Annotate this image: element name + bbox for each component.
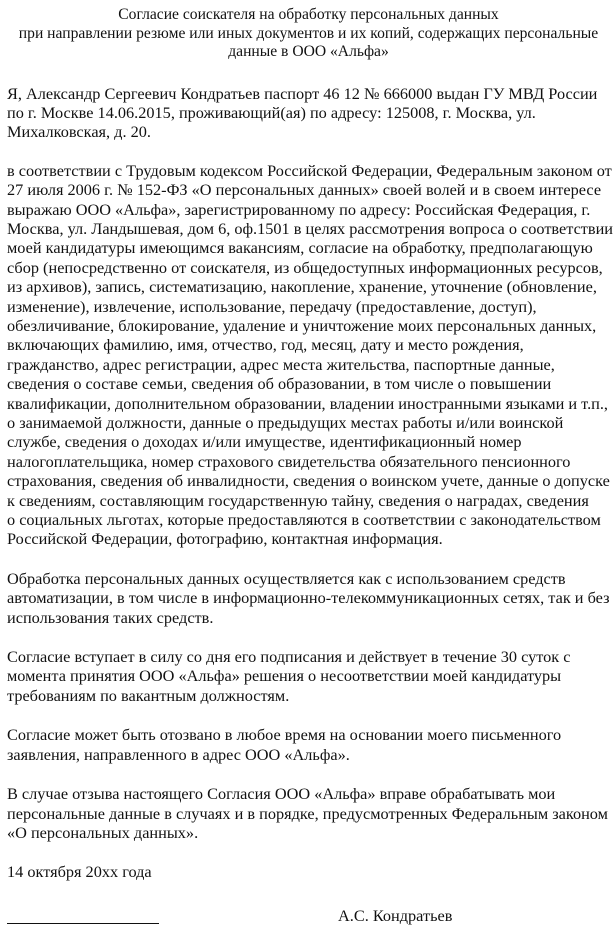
text-line: службе, сведения о доходах и/или имуществе, идентификационный номер <box>7 432 522 452</box>
title-line: при направлении резюме или иных документов и их копий, содержащих персональные <box>18 24 599 42</box>
text-line: Согласие вступает в силу со дня его подписания и действует в течение 30 суток с <box>7 647 571 667</box>
signature-row <box>7 906 610 928</box>
text-line: о занимаемой должности, данные о предыдущих местах работы и/или воинской <box>7 413 564 432</box>
text-line: выражаю ООО «Альфа», зарегистрированному по адресу: Российская Федерация, г. <box>7 199 591 219</box>
text-line: обезличивание, блокирование, удаление и уничтожение моих персональных данных, <box>7 315 597 335</box>
text-line: к сведениям, составляющим государственную тайну, сведения о наградах, сведения <box>7 490 589 510</box>
text-line: персональные данные в случаях и в порядке, предусмотренных Федеральным законом <box>7 803 608 823</box>
paragraph-after-revocation <box>7 784 610 842</box>
text-line: заявления, направленного в адрес ООО «Альфа». <box>7 744 350 764</box>
text-line: гражданство, адрес регистрации, адрес места жительства, паспортные данные, <box>7 354 555 374</box>
text-line: налогоплательщика, номер страхового свидетельства обязательного пенсионного <box>7 451 571 471</box>
text-line: из архивов), запись, систематизацию, накопление, хранение, уточнение (обновление, <box>7 277 597 297</box>
text-line: использования таких средств. <box>7 607 214 627</box>
document-title <box>7 6 610 62</box>
signatory-name: А.С. Кондратьев <box>338 905 453 925</box>
document-date: 14 октября 20хх года <box>7 862 152 882</box>
text-line: включающих фамилию, имя, отчество, год, месяц, дату и место рождения, <box>7 335 524 355</box>
text-line: о социальных льготах, которые предоставляются в соответствии с законодательством <box>7 510 601 530</box>
text-line: Обработка персональных данных осуществляется как с использованием средств <box>7 568 566 588</box>
text-line: страхования, сведения об инвалидности, сведения о воинском учете, данные о допуске <box>7 471 610 491</box>
text-line: моей кандидатуры имеющимся вакансиям, согласие на обработку, предполагающую <box>7 238 593 258</box>
text-line: в соответствии с Трудовым кодексом Российской Федерации, Федеральным законом от <box>7 160 612 180</box>
text-line: требованиям по вакантным должностям. <box>7 685 290 705</box>
title-line: данные в ООО «Альфа» <box>228 43 389 60</box>
paragraph-identity <box>7 84 610 142</box>
text-line: квалификации, дополнительном образовании, владении иностранными языками и т.п., <box>7 393 608 413</box>
text-line: автоматизации, в том числе в информационно-телекоммуникационных сетях, так и без <box>7 588 610 608</box>
text-line: изменение), извлечение, использование, передачу (предоставление, доступ), <box>7 296 537 316</box>
title-line: Согласие соискателя на обработку персональных данных <box>118 6 499 23</box>
paragraph-revocation <box>7 725 610 764</box>
text-line: «О персональных данных». <box>7 822 199 842</box>
paragraph-validity <box>7 647 610 705</box>
text-line: 27 июля 2006 г. № 152-ФЗ «О персональных данных» своей волей и в своем интересе <box>7 180 602 200</box>
text-line: момента принятия ООО «Альфа» решения о несоответствии моей кандидатуры <box>7 666 562 686</box>
paragraph-automation <box>7 569 610 627</box>
paragraph-consent <box>7 160 614 549</box>
text-line: по г. Москве 14.06.2015, проживающий(ая) по адресу: 125008, г. Москва, ул. <box>7 102 536 122</box>
text-line: сведения о составе семьи, сведения об образовании, в том числе о повышении <box>7 374 552 394</box>
text-line: Я, Александр Сергеевич Кондратьев паспорт 46 12 № 666000 выдан ГУ МВД России <box>7 83 598 103</box>
text-line: Российской Федерации, фотографию, контактная информация. <box>7 529 443 549</box>
text-line: Москва, ул. Ландышевая, дом 6, оф.1501 в целях рассмотрения вопроса о соответствии <box>7 218 614 238</box>
signature-line <box>7 923 159 924</box>
text-line: Михалковская, д. 20. <box>7 122 151 142</box>
text-line: В случае отзыва настоящего Согласия ООО «Альфа» вправе обрабатывать мои <box>7 784 556 804</box>
text-line: сбор (непосредственно от соискателя, из общедоступных информационных ресурсов, <box>7 257 603 277</box>
text-line: Согласие может быть отозвано в любое время на основании моего письменного <box>7 725 562 745</box>
